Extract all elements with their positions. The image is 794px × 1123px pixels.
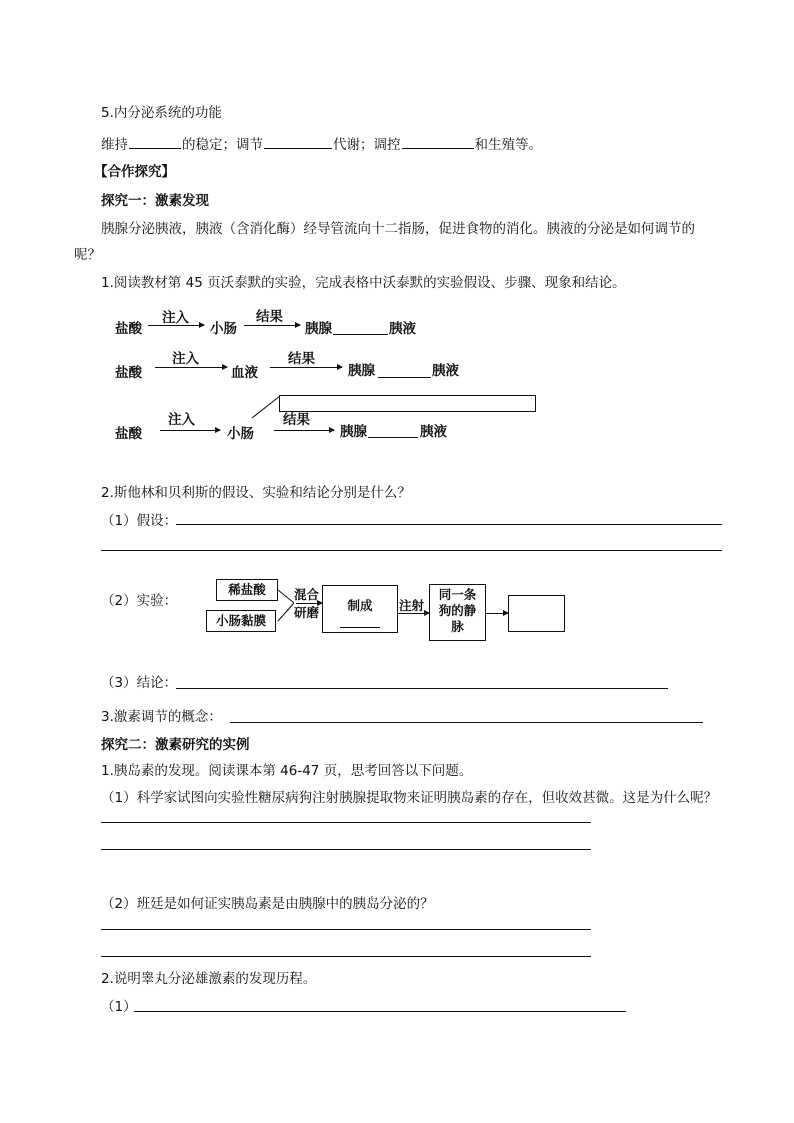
dilute-acid-box xyxy=(216,579,278,601)
dog-line3: 脉 xyxy=(451,619,464,634)
text: 的稳定；调节 xyxy=(182,137,263,153)
product-box xyxy=(322,585,398,633)
flow-inject: 注入 xyxy=(162,310,189,326)
make-label: 制成 xyxy=(347,598,373,613)
dog-line1: 同一条 xyxy=(438,587,477,602)
arrow-icon xyxy=(398,613,429,614)
explore1-intro: 胰腺分泌胰液，胰液（含消化酶）经导管流向十二指肠，促进食物的消化。胰液的分泌是如何调节的 xyxy=(101,221,695,237)
arrow-icon xyxy=(486,613,508,614)
flow-acid: 盐酸 xyxy=(115,426,142,442)
blank-field[interactable] xyxy=(378,377,431,378)
explore2-heading: 探究二：激素研究的实例 xyxy=(101,737,250,753)
arrow-icon xyxy=(270,367,342,368)
answer-line[interactable] xyxy=(230,722,703,723)
flow-juice: 胰液 xyxy=(389,321,416,337)
text: 维持 xyxy=(101,137,128,153)
explore2-q1: （1）科学家试图向实验性糖尿病狗注射胰腺提取物来证明胰岛素的存在，但收效甚微。这是为什么呢？ xyxy=(101,790,718,806)
mucosa-label: 小肠黏膜 xyxy=(215,613,266,628)
connector-line xyxy=(250,394,282,420)
blank-field[interactable] xyxy=(340,627,380,628)
section5-fill-line xyxy=(101,134,542,154)
answer-line[interactable] xyxy=(101,550,722,551)
answer-box[interactable] xyxy=(279,395,536,412)
flow-juice: 胰液 xyxy=(432,363,459,379)
explore2-item2: 2.说明睾丸分泌雄激素的发现历程。 xyxy=(101,971,317,987)
flow-small-intestine: 小肠 xyxy=(227,426,254,442)
answer-line[interactable] xyxy=(101,929,591,930)
blank-field[interactable] xyxy=(368,437,418,438)
coop-heading: 【合作探究】 xyxy=(94,164,175,180)
flow-pancreas: 胰腺 xyxy=(340,424,367,440)
result-box[interactable] xyxy=(508,595,565,632)
flow-acid: 盐酸 xyxy=(115,365,142,381)
dilute-acid-label: 稀盐酸 xyxy=(228,582,266,597)
blank-field[interactable] xyxy=(402,134,474,149)
merge-bracket xyxy=(276,586,296,626)
answer-line[interactable] xyxy=(101,822,591,823)
arrow-icon xyxy=(296,603,322,604)
text: 和生殖等。 xyxy=(474,137,542,153)
flow-inject: 注入 xyxy=(168,412,195,428)
hypothesis-label: （1）假设： xyxy=(101,513,178,529)
flow-small-intestine: 小肠 xyxy=(210,321,237,337)
flow-pancreas: 胰腺 xyxy=(305,321,332,337)
flow-acid: 盐酸 xyxy=(115,321,142,337)
answer-line[interactable] xyxy=(176,688,668,689)
text: 代谢；调控 xyxy=(333,137,401,153)
blank-field[interactable] xyxy=(129,134,181,149)
arrow-icon xyxy=(274,430,334,431)
answer-line[interactable] xyxy=(101,849,591,850)
flow-blood: 血液 xyxy=(231,365,258,381)
mucosa-box xyxy=(206,610,276,632)
explore1-q3: 3.激素调节的概念： xyxy=(101,709,222,725)
arrow-icon xyxy=(155,367,227,368)
explore2-sub1: （1） xyxy=(101,999,137,1015)
explore2-item1: 1.胰岛素的发现。阅读课本第 46-47 页，思考回答以下问题。 xyxy=(101,763,473,779)
flow-result: 结果 xyxy=(288,351,315,367)
explore1-q1: 1.阅读教材第 45 页沃泰默的实验，完成表格中沃泰默的实验假设、步骤、现象和结论。 xyxy=(101,275,626,291)
flow-pancreas: 胰腺 xyxy=(348,363,375,379)
explore2-q2: （2）班廷是如何证实胰岛素是由胰腺中的胰岛分泌的？ xyxy=(101,896,434,912)
flow-result: 结果 xyxy=(256,309,283,325)
arrow-icon xyxy=(160,430,220,431)
blank-field[interactable] xyxy=(264,134,332,149)
answer-line[interactable] xyxy=(101,956,591,957)
explore1-intro-cont: 呢？ xyxy=(74,247,101,263)
explore1-heading: 探究一：激素发现 xyxy=(101,193,209,209)
conclusion-label: （3）结论： xyxy=(101,675,178,691)
experiment-label: （2）实验： xyxy=(101,593,178,609)
dog-vein-box xyxy=(429,584,486,641)
answer-line[interactable] xyxy=(134,1011,626,1012)
inject-label: 注射 xyxy=(399,598,425,613)
explore1-q2: 2.斯他林和贝利斯的假设、实验和结论分别是什么？ xyxy=(101,485,411,501)
answer-line[interactable] xyxy=(176,524,722,525)
section5-title: 5.内分泌系统的功能 xyxy=(101,105,222,121)
grind-label: 研磨 xyxy=(294,605,320,620)
flow-result: 结果 xyxy=(283,412,310,428)
blank-field[interactable] xyxy=(333,334,388,335)
flow-juice: 胰液 xyxy=(420,424,447,440)
arrow-icon xyxy=(148,325,204,326)
arrow-icon xyxy=(244,325,300,326)
flow-inject: 注入 xyxy=(172,351,199,367)
mix-label: 混合 xyxy=(294,587,320,602)
dog-line2: 狗的静 xyxy=(438,603,477,618)
